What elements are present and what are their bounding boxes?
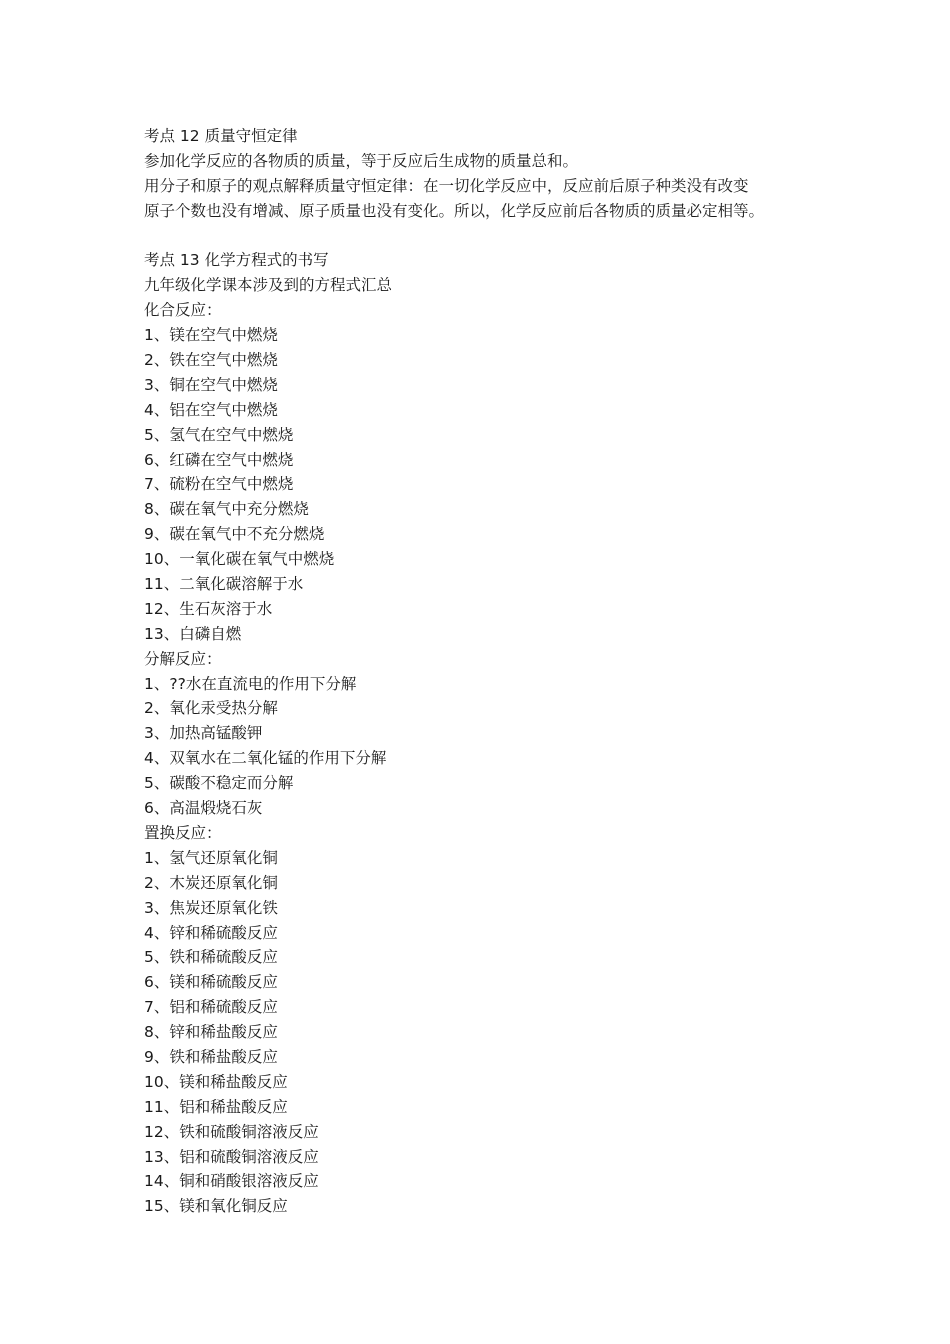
list-item: 2、铁在空气中燃烧	[144, 351, 278, 370]
section-13-subtitle: 九年级化学课本涉及到的方程式汇总	[144, 276, 393, 295]
list-item: 13、铝和硫酸铜溶液反应	[144, 1147, 319, 1166]
list-item: 1、??水在直流电的作用下分解	[144, 674, 357, 693]
list-item: 6、红磷在空气中燃烧	[144, 450, 294, 469]
list-item: 5、碳酸不稳定而分解	[144, 774, 294, 793]
list-item: 6、镁和稀硫酸反应	[144, 973, 278, 992]
list-item: 11、铝和稀盐酸反应	[144, 1097, 288, 1116]
list-item: 4、铝在空气中燃烧	[144, 400, 278, 419]
group-title-decomposition: 分解反应：	[144, 649, 222, 668]
list-item: 9、碳在氧气中不充分燃烧	[144, 525, 325, 544]
section-13-heading: 考点 13 化学方程式的书写	[144, 251, 329, 270]
list-item: 1、镁在空气中燃烧	[144, 326, 278, 345]
list-item: 1、氢气还原氧化铜	[144, 848, 278, 867]
list-item: 2、木炭还原氧化铜	[144, 873, 278, 892]
list-item: 10、一氧化碳在氧气中燃烧	[144, 550, 335, 569]
list-item: 9、铁和稀盐酸反应	[144, 1047, 278, 1066]
list-item: 13、白磷自燃	[144, 624, 242, 643]
list-item: 11、二氧化碳溶解于水	[144, 575, 304, 594]
list-item: 6、高温煅烧石灰	[144, 799, 263, 818]
list-item: 14、铜和硝酸银溶液反应	[144, 1172, 319, 1191]
section-12-paragraph-2: 用分子和原子的观点解释质量守恒定律：在一切化学反应中，反应前后原子种类没有改变	[144, 176, 749, 195]
section-12-heading: 考点 12 质量守恒定律	[144, 127, 298, 145]
group-title-displacement: 置换反应：	[144, 823, 222, 842]
list-item: 5、铁和稀硫酸反应	[144, 948, 278, 967]
group-title-combination: 化合反应：	[144, 301, 222, 320]
list-item: 8、锌和稀盐酸反应	[144, 1023, 278, 1042]
list-item: 12、铁和硫酸铜溶液反应	[144, 1122, 319, 1141]
list-item: 3、铜在空气中燃烧	[144, 375, 278, 394]
list-item: 8、碳在氧气中充分燃烧	[144, 500, 309, 519]
list-item: 3、焦炭还原氧化铁	[144, 898, 278, 917]
list-item: 10、镁和稀盐酸反应	[144, 1072, 288, 1091]
list-item: 12、生石灰溶于水	[144, 599, 273, 618]
list-item: 7、硫粉在空气中燃烧	[144, 475, 294, 494]
list-item: 2、氧化汞受热分解	[144, 699, 278, 718]
list-item: 7、铝和稀硫酸反应	[144, 998, 278, 1017]
section-spacer	[144, 224, 844, 249]
document-page	[144, 124, 844, 1219]
list-item: 3、加热高锰酸钾	[144, 724, 263, 743]
section-12-paragraph-1: 参加化学反应的各物质的质量，等于反应后生成物的质量总和。	[144, 151, 579, 170]
list-item: 5、氢气在空气中燃烧	[144, 425, 294, 444]
section-12-paragraph-3: 原子个数也没有增减、原子质量也没有变化。所以，化学反应前后各物质的质量必定相等。	[144, 201, 765, 220]
list-item: 4、双氧水在二氧化锰的作用下分解	[144, 749, 387, 768]
list-item: 4、锌和稀硫酸反应	[144, 923, 278, 942]
list-item: 15、镁和氧化铜反应	[144, 1197, 288, 1216]
